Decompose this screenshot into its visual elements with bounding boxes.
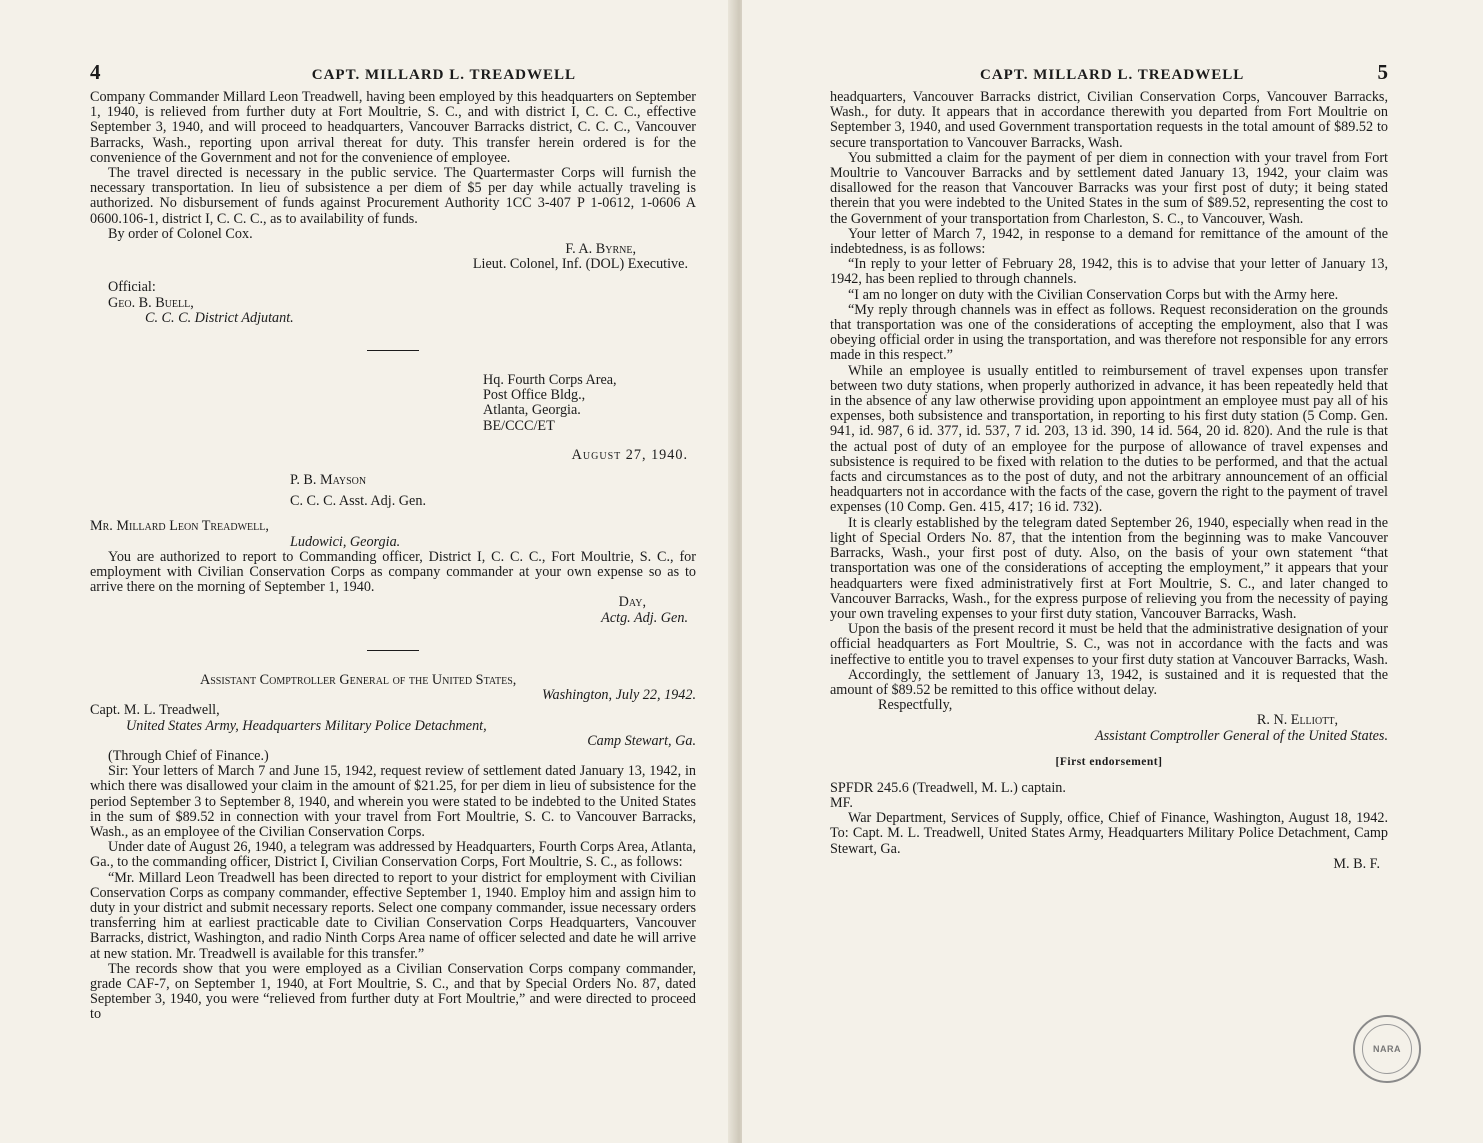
basis-paragraph: Upon the basis of the present record it must be held that the administrative designation of your official headquarters as Fort Moultrie, S. C., was not in accordance with the facts and was ineffective to entitle you to travel expenses to your first duty station at Vancouver Barracks, Wash.	[830, 621, 1388, 668]
mf-line: MF.	[830, 794, 853, 811]
respectfully: Respectfully,	[878, 697, 953, 714]
running-head-title: CAPT. MILLARD L. TREADWELL	[311, 67, 576, 83]
address-line: Hq. Fourth Corps Area,	[483, 372, 617, 389]
addressee-unit: United States Army, Headquarters Military Police Detachment,	[126, 717, 487, 734]
to-place: Ludowici, Georgia.	[290, 533, 401, 550]
claim-paragraph: You submitted a claim for the payment of per diem in connection with your travel from Fort Moultrie to Vancouver Barracks and by settlement dated January 13, 1942, your claim was disallowed for the reason that Vancouver Barracks was your first post of duty; it being stated therein that you were indebted to the United States in the sum of $89.52, representing the cost to the Government of your transportation from Charleston, S. C., to Vancouver, Wash.	[830, 149, 1388, 227]
endorsement-heading: [First endorsement]	[1055, 755, 1163, 768]
telegram-date: August 27, 1940.	[571, 446, 688, 463]
telegram-signature-name: Day,	[618, 594, 646, 611]
by-order: By order of Colonel Cox.	[108, 225, 253, 242]
through-line: (Through Chief of Finance.)	[108, 747, 269, 764]
address-line: Atlanta, Georgia.	[483, 402, 581, 419]
addressee-place: Camp Stewart, Ga.	[587, 732, 696, 749]
endorsement-body: War Department, Services of Supply, office, Chief of Finance, Washington, August 18, 1942. To: Capt. M. L. Treadwell, United States Army, Headquarters Military Police Detachment, Camp Stewart, Ga.	[830, 810, 1388, 857]
address-line: BE/CCC/ET	[483, 417, 555, 434]
running-head-left	[90, 60, 696, 82]
section-divider	[367, 350, 419, 351]
signer-name: F. A. Byrne,	[565, 241, 636, 258]
telegram-paragraph: Under date of August 26, 1940, a telegram was addressed by Headquarters, Fourth Corps Area, Atlanta, Ga., to the commanding officer, District I, Civilian Conservation Corps, Fort Moultrie, S. C., as follows:	[90, 839, 696, 871]
page-number: 5	[1377, 60, 1388, 84]
running-head-right	[830, 60, 1388, 82]
rule-paragraph: While an employee is usually entitled to reimbursement of travel expenses upon transfer between two duty stations, when properly authorized in advance, it has been repeatedly held that in the absence of any law otherwise providing upon appointment an employee must pay all of his expenses, both subsistence and transportation, in reporting to his first duty station (5 Comp. Gen. 941, id. 987, 6 id. 377, id. 537, 7 id. 203, 13 id. 390, 14 id. 564, 20 id. 820). And the rule is that the actual post of duty of an employee for the purpose of allowance of travel expenses and subsistence is required to be fixed with relation to the duties to be performed, and that the actual facts and circumstances as to the post of duty, and not the arbitrary announcement of an official headquarters not in accordance with the facts of the case, govern the right to the payment of travel expenses (10 Comp. Gen. 415, 417; 16 id. 732).	[830, 362, 1388, 516]
order-travel: The travel directed is necessary in the public service. The Quartermaster Corps will furnish the necessary transportation. In lieu of subsistence a per diem of $5 per day while actually traveling is authorized. No disbursement of funds against Procurement Authority 1CC 3-407 P 1-0612, 1-0606 A 0600.106-1, district I, C. C. C., as to availability of funds.	[90, 165, 696, 227]
file-reference: SPFDR 245.6 (Treadwell, M. L.) captain.	[830, 779, 1066, 796]
acg-signature-title: Assistant Comptroller General of the United States.	[1094, 727, 1388, 744]
from-name: P. B. Mayson	[290, 472, 367, 489]
acg-signature-name: R. N. Elliott,	[1256, 712, 1338, 729]
official-name: Geo. B. Buell,	[108, 294, 194, 311]
letter-paragraph: Your letter of March 7, 1942, in response to a demand for remittance of the amount of the indebtedness, is as follows:	[830, 225, 1388, 258]
archive-stamp-icon	[1353, 1015, 1421, 1083]
address-line: Post Office Bldg.,	[483, 387, 586, 404]
established-paragraph: It is clearly established by the telegram dated September 26, 1940, especially when read in the light of Special Orders No. 87, that the intention from the beginning was to make Vancouver Barracks, Wash., your first post of duty. Also, on the basis of your own statement “that transportation was one of the considerations of accepting the employment,” it appears that your headquarters were fixed administratively first at Fort Moultrie, S. C., and later changed to Vancouver Barracks, Wash., for the express purpose of relieving you from the necessity of paying your own traveling expenses to your first duty station, Vancouver Barracks, Wash.	[830, 514, 1388, 622]
page-right	[742, 0, 1483, 1143]
continued-paragraph: headquarters, Vancouver Barracks district, Civilian Conservation Corps, Vancouver Barracks, Wash., for duty. It appears that in accordance therewith you departed from Fort Moultrie on September 3, 1940, and used Government transportation requests in the total amount of $89.52 to secure transportation to Vancouver Barracks, Wash.	[830, 89, 1388, 151]
sir-paragraph: Sir: Your letters of March 7 and June 15, 1942, request review of settlement dated January 13, 1942, in which there was disallowed your claim in the amount of $21.25, for per diem in lieu of subsistence for the period September 3 to September 8, 1940, and wherein you were stated to be indebted to the United States in the sum of $89.52 in connection with your travel from Fort Moultrie, S. C. to Vancouver Barracks, Wash., as an employee of the Civilian Conservation Corps.	[90, 763, 696, 840]
page-left	[0, 0, 736, 1143]
to-name: Mr. Millard Leon Treadwell,	[90, 518, 269, 535]
quote-paragraph: “In reply to your letter of February 28, 1942, this is to advise that your letter of January 13, 1942, has been replied to through channels.	[830, 256, 1388, 288]
order-body: Company Commander Millard Leon Treadwell, having been employed by this headquarters on September 1, 1940, is relieved from further duty at Fort Moultrie, S. C., and with district I, C. C. C., effective September 3, 1940, and will proceed to headquarters, Vancouver Barracks district, C. C. C., Vancouver Barracks, Wash., reporting upon arrival thereat for duty. This transfer herein ordered is for the convenience of the Government and not for the convenience of employee.	[90, 89, 696, 166]
records-paragraph: The records show that you were employed as a Civilian Conservation Corps company commander, grade CAF-7, on September 1, 1940, at Fort Moultrie, S. C., and that by Special Orders No. 87, dated September 3, 1940, you were “relieved from further duty at Fort Moultrie,” and were directed to proceed to	[90, 960, 696, 1023]
official-title: C. C. C. District Adjutant.	[145, 309, 294, 326]
acg-heading: Assistant Comptroller General of the United States,	[200, 671, 517, 688]
signer-title: Lieut. Colonel, Inf. (DOL) Executive.	[472, 256, 688, 273]
official-label: Official:	[108, 279, 156, 296]
quote-paragraph: “I am no longer on duty with the Civilian Conservation Corps but with the Army here.	[848, 286, 1339, 303]
acg-dateline: Washington, July 22, 1942.	[542, 687, 696, 704]
accordingly-paragraph: Accordingly, the settlement of January 13, 1942, is sustained and it is requested that the amount of $89.52 be remitted to this office without delay.	[830, 666, 1388, 698]
stamp-label: NARA	[1373, 1044, 1401, 1054]
endorsement-initials: M. B. F.	[1333, 855, 1380, 872]
from-title: C. C. C. Asst. Adj. Gen.	[290, 493, 426, 510]
telegram-address	[483, 373, 696, 434]
addressee: Capt. M. L. Treadwell,	[90, 702, 220, 719]
telegram-body: You are authorized to report to Commanding officer, District I, C. C. C., Fort Moultrie, S. C., for employment with Civilian Conservation Corps as company commander at your own expense so as to arrive there on the morning of September 1, 1940.	[90, 548, 696, 596]
quoted-telegram: “Mr. Millard Leon Treadwell has been directed to report to your district for employment with Civilian Conservation Corps as company commander, effective September 1, 1940. Employ him and assign him to duty in your district and submit necessary reports. Select one company commander, issue necessary orders transferring him at earliest practicable date to Civilian Conservation Corps Headquarters, Vancouver Barracks, district, Washington, and radio Ninth Corps Area name of officer selected and date he will arrive at new station. Mr. Treadwell is available for this transfer.”	[90, 869, 696, 962]
running-head-title: CAPT. MILLARD L. TREADWELL	[980, 67, 1245, 83]
telegram-signature-title: Actg. Adj. Gen.	[601, 609, 688, 626]
section-divider	[367, 650, 419, 651]
quote-paragraph: “My reply through channels was in effect as follows. Request reconsideration on the grounds that transportation was one of the considerations of accepting the employment, also that I was obeying official order in using the transportation, and was therefore not responsible for any errors made in this respect.”	[830, 301, 1388, 364]
page-number: 4	[90, 60, 101, 84]
